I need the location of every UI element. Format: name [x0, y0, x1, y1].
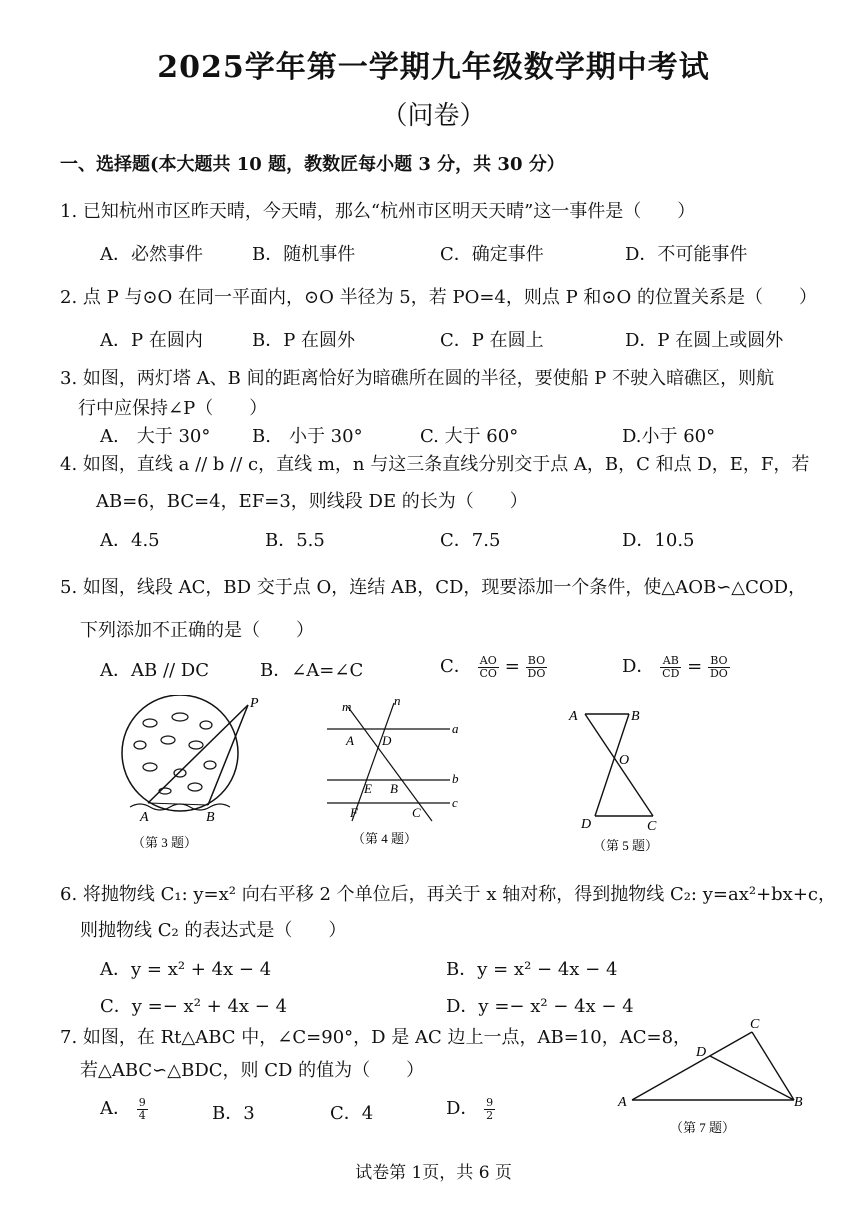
- figure-4-caption: （第 4 题）: [352, 831, 418, 846]
- question-5-option-b: B．∠A=∠C: [260, 660, 364, 681]
- fraction-denominator: DO: [527, 666, 546, 680]
- fraction-numerator: BO: [526, 655, 548, 668]
- option-d-label: D．: [446, 1098, 479, 1119]
- line-m: [348, 707, 432, 821]
- page-title: 2025学年第一学期九年级数学期中考试: [157, 50, 710, 85]
- question-3-option-d: D.小于 60°: [622, 426, 716, 447]
- segment-ac: [632, 1032, 752, 1100]
- fraction-numerator: AO: [478, 655, 499, 668]
- page-subtitle: （问卷）: [381, 101, 486, 131]
- question-5-option-c: [440, 652, 547, 680]
- fraction-bo-do: [708, 655, 730, 680]
- label-point-d: D: [382, 733, 392, 748]
- section-heading: 一、选择题(本大题共 10 题，教数匠每小题 3 分，共 30 分）: [60, 154, 565, 175]
- fraction-denominator: 2: [486, 1108, 494, 1122]
- question-4-stem-line2: AB=6，BC=4，EF=3，则线段 DE 的长为（ ）: [96, 491, 528, 512]
- question-4-option-c: C．7.5: [440, 530, 501, 551]
- fraction-bo-do: [526, 655, 548, 680]
- question-6-option-a: A．y = x² + 4x − 4: [100, 959, 272, 980]
- label-b: B: [794, 1095, 803, 1110]
- question-1-option-a: A．必然事件: [100, 244, 203, 265]
- label-a: A: [618, 1095, 627, 1110]
- fraction-numerator: 9: [138, 1095, 146, 1109]
- label-point-e: E: [364, 781, 372, 796]
- label-c-line: c: [452, 795, 458, 810]
- question-3-stem-line2: 行中应保持∠P（ ）: [78, 398, 268, 419]
- label-d: D: [581, 817, 592, 832]
- fraction-numerator: 9: [486, 1095, 494, 1109]
- label-p: P: [250, 696, 259, 711]
- question-4-stem-line1: 4. 如图，直线 a // b // c，直线 m，n 与这三条直线分别交于点 A，B，C 和点 D，E，F，若: [60, 454, 810, 475]
- question-2-option-a: A．P 在圆内: [100, 330, 203, 351]
- question-3-stem-line1: 3. 如图，两灯塔 A、B 间的距离恰好为暗礁所在圆的半径，要使船 P 不驶入暗礁区，则航: [60, 368, 775, 389]
- fraction-numerator: BO: [708, 655, 730, 668]
- line-ap: [148, 705, 248, 803]
- question-2-option-b: B．P 在圆外: [252, 330, 356, 351]
- question-1-stem: 1. 已知杭州市区昨天晴，今天晴，那么“杭州市区明天天晴”这一事件是（ ）: [60, 201, 696, 222]
- label-b: B: [631, 709, 640, 724]
- label-a: A: [140, 810, 149, 825]
- label-point-a: A: [346, 733, 354, 748]
- question-6-stem-line2: 则抛物线 C₂ 的表达式是（ ）: [80, 920, 347, 941]
- label-o: O: [619, 753, 630, 768]
- question-3-option-b: B. 小于 30°: [252, 426, 363, 447]
- label-c: C: [750, 1017, 760, 1032]
- figure-7-caption: （第 7 题）: [670, 1120, 736, 1135]
- fraction-9-4: [137, 1097, 148, 1122]
- label-a-line: a: [452, 721, 459, 736]
- question-7-stem-line1: 7. 如图，在 Rt△ABC 中，∠C=90°，D 是 AC 边上一点，AB=10，AC=8，: [60, 1027, 692, 1048]
- question-5-option-a: A．AB // DC: [100, 660, 210, 681]
- question-1-option-b: B．随机事件: [252, 244, 356, 265]
- segment-cb: [752, 1032, 794, 1100]
- question-2-option-c: C．P 在圆上: [440, 330, 544, 351]
- label-point-b: B: [390, 781, 398, 796]
- fraction-denominator: CD: [662, 666, 680, 680]
- fraction-denominator: CO: [479, 666, 497, 680]
- label-point-c: C: [412, 805, 421, 820]
- label-n: n: [394, 695, 401, 708]
- figure-7-triangle: [612, 1012, 812, 1142]
- question-6-option-d: D．y =− x² − 4x − 4: [446, 996, 634, 1017]
- question-5-stem-line2: 下列添加不正确的是（ ）: [80, 620, 314, 641]
- question-3-option-a: A. 大于 30°: [100, 426, 211, 447]
- reef-rocks: [134, 713, 216, 794]
- question-1-option-c: C．确定事件: [440, 244, 544, 265]
- option-a-label: A．: [100, 1098, 131, 1119]
- question-6-stem-line1: 6. 将抛物线 C₁: y=x² 向右平移 2 个单位后，再关于 x 轴对称，得到抛物线 C₂: y=ax²+bx+c，: [60, 884, 836, 905]
- figure-4-parallel-lines: [322, 695, 472, 855]
- question-3-option-c: C. 大于 60°: [420, 426, 519, 447]
- fraction-9-2: [484, 1097, 495, 1122]
- option-d-label: D．: [622, 656, 655, 677]
- label-b: B: [206, 810, 215, 825]
- question-4-option-a: A．4.5: [100, 530, 160, 551]
- label-point-f: F: [350, 805, 358, 820]
- fraction-denominator: 4: [138, 1108, 146, 1122]
- figure-5-hourglass: [565, 700, 675, 860]
- question-2-option-d: D．P 在圆上或圆外: [625, 330, 784, 351]
- option-c-label: C．: [440, 656, 472, 677]
- question-5-option-d: [622, 652, 730, 680]
- question-4-option-b: B．5.5: [265, 530, 325, 551]
- label-b-line: b: [452, 771, 459, 786]
- question-2-stem: 2. 点 P 与⊙O 在同一平面内，⊙O 半径为 5，若 PO=4，则点 P 和⊙O 的位置关系是（ ）: [60, 287, 817, 308]
- question-1-option-d: D．不可能事件: [625, 244, 748, 265]
- question-6-option-c: C．y =− x² + 4x − 4: [100, 996, 288, 1017]
- figure-3-caption: （第 3 题）: [132, 835, 198, 850]
- figure-3-reef-diagram: [110, 695, 270, 855]
- question-5-stem-line1: 5. 如图，线段 AC，BD 交于点 O，连结 AB，CD，现要添加一个条件，使△AOB∽△COD，: [60, 577, 807, 598]
- label-d: D: [696, 1045, 707, 1060]
- figure-5-caption: （第 5 题）: [593, 838, 659, 853]
- equals-sign: =: [687, 656, 703, 677]
- question-7-option-d: [446, 1094, 495, 1122]
- fraction-ab-cd: [660, 655, 681, 680]
- question-6-option-b: B．y = x² − 4x − 4: [446, 959, 618, 980]
- fraction-denominator: DO: [709, 666, 728, 680]
- fraction-ao-co: [478, 655, 499, 680]
- question-7-option-b: B．3: [212, 1103, 255, 1124]
- equals-sign: =: [504, 656, 520, 677]
- page-footer: 试卷第 1页，共 6 页: [355, 1163, 512, 1183]
- question-7-stem-line2: 若△ABC∽△BDC，则 CD 的值为（ ）: [80, 1060, 425, 1081]
- label-m: m: [342, 699, 352, 714]
- question-4-option-d: D．10.5: [622, 530, 695, 551]
- label-a: A: [569, 709, 578, 724]
- segment-db: [710, 1056, 794, 1100]
- question-7-option-a: [100, 1094, 148, 1122]
- fraction-numerator: AB: [660, 655, 681, 668]
- question-7-option-c: C．4: [330, 1103, 374, 1124]
- label-c: C: [647, 819, 657, 834]
